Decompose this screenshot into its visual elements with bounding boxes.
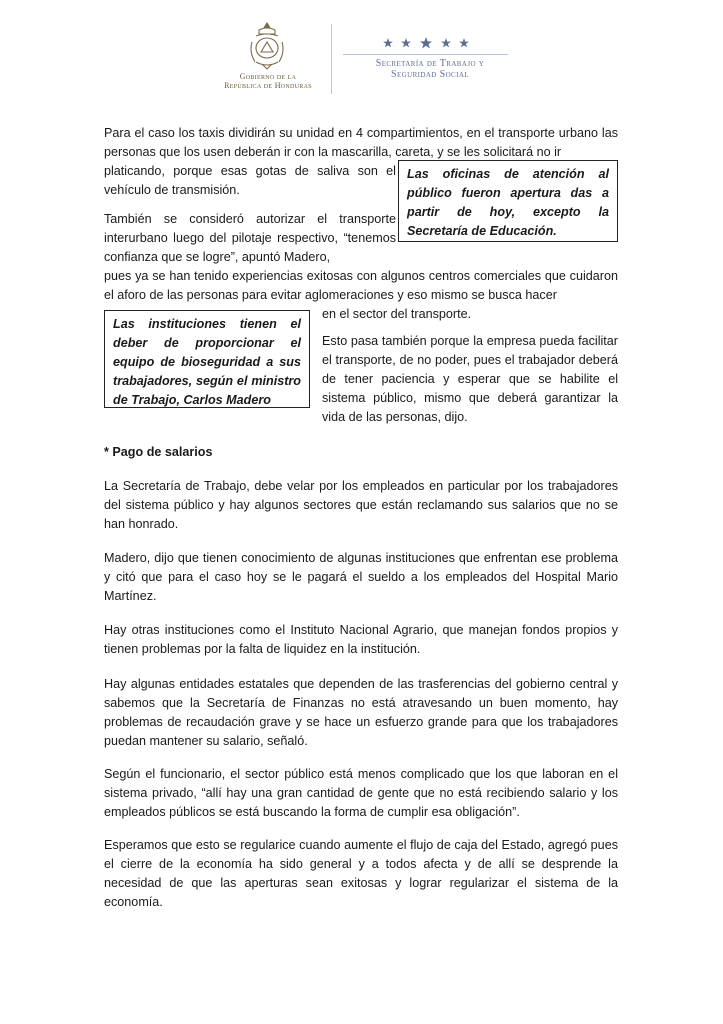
paragraph-ina: Hay otras instituciones como el Instituto Nacional Agrario, que manejan fondos propios y tienen problemas por la falta de liquidez en la institución. xyxy=(104,623,618,656)
header-divider xyxy=(331,24,332,94)
paragraph-secretariat: La Secretaría de Trabajo, debe velar por los empleados en particular por los trabajadores del sistema público y hay algunos sectores que están reclamando sus salarios que no se han honrado. xyxy=(104,479,618,531)
government-name xyxy=(210,72,326,90)
paragraph-public-sector: Según el funcionario, el sector público está menos complicado que los que laboran en el sistema privado, “allí hay una gran cantidad de gente que no está recibiendo salario y los empleados públicos se está buscando la forma de cumplir esa obligación”. xyxy=(104,767,618,819)
callout-offices: Las oficinas de atención al público fueron apertura das a partir de hoy, excepto la Secretaría de Educación. xyxy=(398,160,618,242)
stars-icon xyxy=(382,37,472,49)
gov-line-1: Gobierno de la xyxy=(239,72,297,81)
paragraph-employer: Esto pasa también porque la empresa pueda facilitar el transporte, de no poder, pues el trabajador deberá de tener paciencia y esperar que se habilite el sistema público, mismo que deberá garantizar la vida de las personas, dijo. xyxy=(322,334,618,424)
paragraph-madero: Madero, dijo que tienen conocimiento de algunas instituciones que enfrentan ese problema y citó que para el caso hoy se le pagará el sueldo a los empleados del Hospital Mario Martínez. xyxy=(104,551,618,603)
paragraph-transfers: Hay algunas entidades estatales que dependen de las trasferencias del gobierno central y sabemos que la Secretaría de Finanzas no está atravesando un buen momento, hay problemas de recaudación grave y se hace un esfuerzo grande para que los trabajadores puedan mantener su salario, señaló. xyxy=(104,677,618,748)
paragraph-taxis-cont: platicando, porque esas gotas de saliva son el vehículo de transmisión. xyxy=(104,164,396,197)
paragraph-cashflow: Esperamos que esto se regularice cuando aumente el flujo de caja del Estado, agregó pues el cierre de la economía ha sido general y a todos afecta y de allí se desprende la necesidad de que las aperturas sean exitosas y lograr regularizar el sistema de la economía. xyxy=(104,838,618,909)
paragraph-taxis: Para el caso los taxis dividirán su unidad en 4 compartimientos, en el transporte urbano las personas que los usen deberán ir con la mascarilla, careta, y se les solicitará no ir xyxy=(104,126,618,159)
secretariat-name xyxy=(345,58,515,80)
coat-of-arms-icon xyxy=(246,20,288,70)
gov-line-2: República de Honduras xyxy=(224,81,312,90)
paragraph-interurban: También se consideró autorizar el transporte interurbano luego del pilotaje respectivo, “tenemos confianza que se logre”, apuntó Madero, xyxy=(104,212,396,264)
sec-line-2: Seguridad Social xyxy=(391,69,469,80)
paragraph-interurban-end: en el sector del transporte. xyxy=(322,307,472,321)
paragraph-interurban-cont: pues ya se han tenido experiencias exitosas con algunos centros comerciales que cuidaron el aforo de las personas para evitar aglomeraciones y eso mismo se busca hacer xyxy=(104,269,618,302)
header-rule xyxy=(343,54,508,55)
sec-line-1: Secretaría de Trabajo y xyxy=(375,58,485,69)
section-heading-salaries: * Pago de salarios xyxy=(104,445,213,459)
letterhead xyxy=(0,0,723,110)
callout-institutions: Las instituciones tienen el deber de proporcionar el equipo de bioseguridad a sus trabajadores, según el ministro de Trabajo, Carlos Madero xyxy=(104,310,310,408)
